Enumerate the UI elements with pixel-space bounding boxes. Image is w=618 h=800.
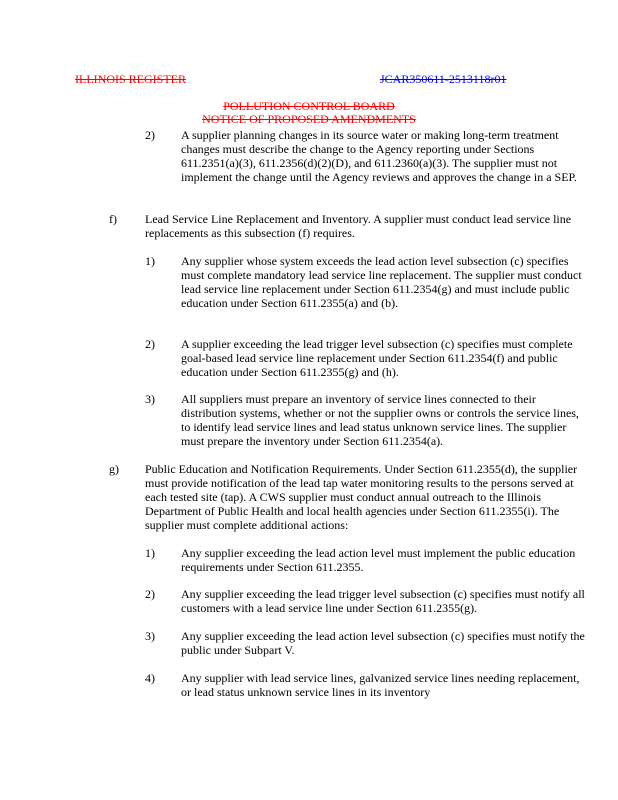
paragraph-text: A supplier exceeding the lead trigger level subsection (c) specifies must complete goal-based lead service line replacement under Section 611.2354(f) and public education under Section 611.2355(g) and (h). — [181, 337, 573, 379]
paragraph-number: 2) — [145, 128, 155, 142]
subsection-text: Public Education and Notification Requirements. Under Section 611.2355(d), the supplier must provide notification of the lead tap water monitoring results to the persons served at each tested site (tap). A CWS supplier must conduct annual outreach to the Illinois Department of Public Health and local health agencies under Section 611.2355(i). The supplier must complete additional actions: — [145, 462, 578, 532]
document-id-link[interactable]: JCAR350611-2513118r01 — [380, 72, 507, 86]
subsection-text: Lead Service Line Replacement and Inventory. A supplier must conduct lead service line replacements as this subsection (f) requires. — [145, 212, 572, 240]
paragraph-number: 1) — [145, 254, 155, 268]
paragraph-text: A supplier planning changes in its source water or making long-term treatment changes must describe the change to the Agency reporting under Sections 611.2351(a)(3), 611.2356(d)(2)(D), and 611.2360(a)(3). The supplier must not implement the change until the Agency reviews and approves the change in a SEP. — [181, 128, 577, 184]
subsection-number: g) — [109, 462, 119, 476]
paragraph-number: 2) — [145, 337, 155, 351]
paragraph-text: All suppliers must prepare an inventory of service lines connected to their distribution systems, whether or not the supplier owns or controls the service lines, to identify lead service lines and lead status unknown service lines. The supplier must prepare the inventory under Section 611.2354(a). — [181, 392, 579, 448]
paragraph-text: Any supplier whose system exceeds the lead action level subsection (c) specifies must complete mandatory lead service line replacement. The supplier must conduct lead service line replacement under Section 611.2354(g) and must include public education under Section 611.2355(a) and (b). — [181, 254, 582, 310]
register-header: ILLINOIS REGISTER — [75, 72, 186, 86]
paragraph-number: 1) — [145, 546, 155, 560]
paragraph-text: Any supplier exceeding the lead trigger level subsection (c) specifies must notify all customers with a lead service line under Section 611.2355(g). — [181, 587, 585, 615]
notice-title: NOTICE OF PROPOSED AMENDMENTS — [202, 112, 416, 126]
paragraph-text: Any supplier exceeding the lead action level must implement the public education requirements under Section 611.2355. — [181, 546, 576, 574]
paragraph-number: 4) — [145, 671, 155, 685]
paragraph-text: Any supplier exceeding the lead action level subsection (c) specifies must notify the public under Subpart V. — [181, 629, 585, 657]
paragraph-number: 3) — [145, 629, 155, 643]
paragraph-text: Any supplier with lead service lines, galvanized service lines needing replacement, or lead status unknown service lines in its inventory — [181, 671, 580, 699]
paragraph-number: 2) — [145, 587, 155, 601]
subsection-number: f) — [109, 212, 117, 226]
paragraph-number: 3) — [145, 392, 155, 406]
board-title: POLLUTION CONTROL BOARD — [223, 99, 395, 113]
